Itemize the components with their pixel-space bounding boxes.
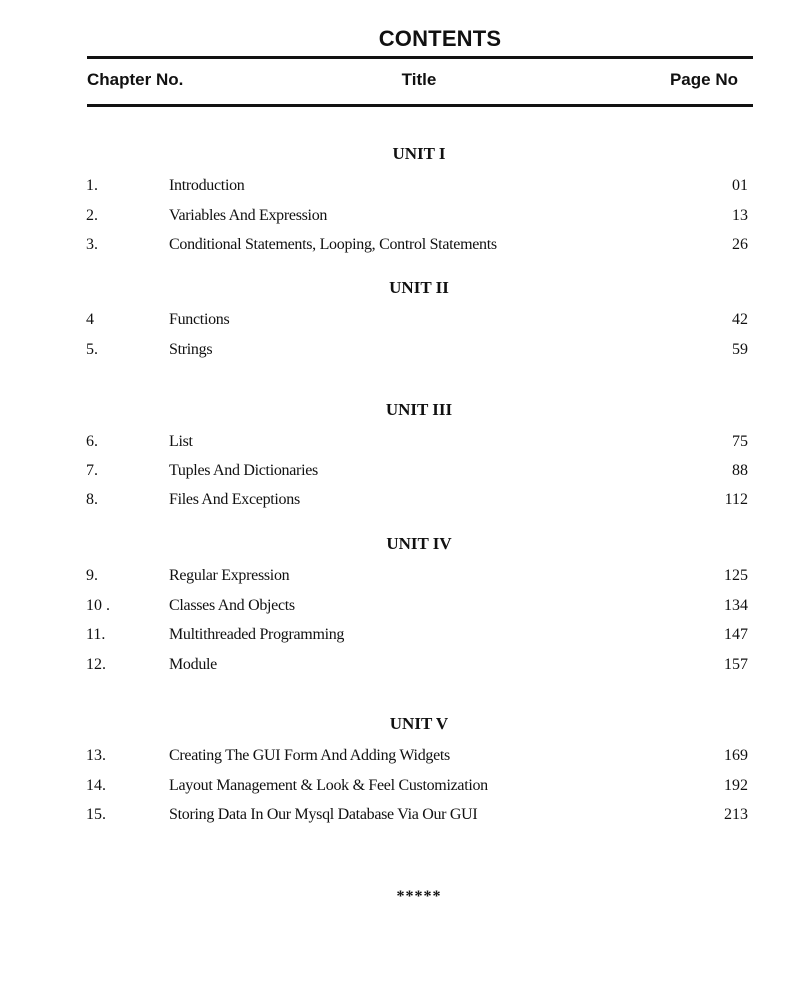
- chapter-number: 10 .: [86, 597, 110, 614]
- chapter-title: Variables And Expression: [169, 207, 328, 224]
- chapter-number: 8.: [86, 491, 98, 508]
- chapter-title: Files And Exceptions: [169, 491, 300, 508]
- toc-row: [0, 747, 800, 771]
- chapter-title: Layout Management & Look & Feel Customization: [169, 777, 488, 794]
- toc-row: [0, 491, 800, 515]
- chapter-number: 7.: [86, 462, 98, 479]
- chapter-number: 13.: [86, 747, 106, 764]
- toc-row: [0, 433, 800, 457]
- column-header-page: Page No: [669, 70, 738, 89]
- chapter-page: 213: [724, 806, 748, 823]
- end-marker: *****: [396, 888, 442, 905]
- unit-heading: UNIT III: [385, 400, 453, 419]
- column-header-title: Title: [401, 70, 437, 89]
- unit-heading: UNIT II: [389, 278, 449, 297]
- column-header-chapter: Chapter No.: [87, 70, 184, 89]
- chapter-page: 147: [724, 626, 748, 643]
- chapter-page: 192: [724, 777, 748, 794]
- chapter-number: 11.: [86, 626, 106, 643]
- chapter-title: Storing Data In Our Mysql Database Via Our GUI: [169, 806, 478, 823]
- chapter-title: Regular Expression: [169, 567, 290, 584]
- toc-row: [0, 207, 800, 231]
- chapter-title: Multithreaded Programming: [169, 626, 345, 643]
- chapter-number: 9.: [86, 567, 98, 584]
- unit-heading: UNIT V: [389, 714, 449, 733]
- chapter-number: 1.: [86, 177, 98, 194]
- header-bottom-rule: [87, 104, 753, 107]
- chapter-title: Strings: [169, 341, 213, 358]
- page-title: CONTENTS: [378, 26, 502, 51]
- chapter-page: 169: [724, 747, 748, 764]
- chapter-title: Tuples And Dictionaries: [169, 462, 318, 479]
- toc-row: [0, 567, 800, 591]
- chapter-page: 59: [732, 341, 748, 358]
- chapter-page: 88: [732, 462, 748, 479]
- chapter-page: 134: [724, 597, 748, 614]
- chapter-number: 3.: [86, 236, 98, 253]
- chapter-title: Module: [169, 656, 217, 673]
- chapter-page: 157: [724, 656, 748, 673]
- toc-row: [0, 177, 800, 201]
- chapter-number: 12.: [86, 656, 106, 673]
- chapter-title: Creating The GUI Form And Adding Widgets: [169, 747, 450, 764]
- chapter-title: Classes And Objects: [169, 597, 295, 614]
- chapter-number: 4: [86, 311, 94, 328]
- chapter-title: List: [169, 433, 193, 450]
- toc-row: [0, 236, 800, 260]
- chapter-page: 42: [732, 311, 748, 328]
- toc-row: [0, 311, 800, 335]
- toc-row: [0, 462, 800, 486]
- chapter-number: 5.: [86, 341, 98, 358]
- chapter-number: 15.: [86, 806, 106, 823]
- chapter-page: 26: [732, 236, 748, 253]
- chapter-number: 2.: [86, 207, 98, 224]
- unit-heading: UNIT IV: [386, 534, 452, 553]
- chapter-page: 01: [732, 177, 748, 194]
- chapter-page: 13: [732, 207, 748, 224]
- chapter-page: 125: [724, 567, 748, 584]
- toc-row: [0, 341, 800, 365]
- chapter-page: 75: [732, 433, 748, 450]
- chapter-title: Functions: [169, 311, 230, 328]
- chapter-number: 14.: [86, 777, 106, 794]
- header-top-rule: [87, 56, 753, 59]
- chapter-page: 112: [724, 491, 748, 508]
- toc-row: [0, 656, 800, 680]
- chapter-title: Introduction: [169, 177, 245, 194]
- toc-row: [0, 777, 800, 801]
- toc-row: [0, 597, 800, 621]
- toc-row: [0, 626, 800, 650]
- chapter-number: 6.: [86, 433, 98, 450]
- chapter-title: Conditional Statements, Looping, Control Statements: [169, 236, 497, 253]
- unit-heading: UNIT I: [392, 144, 446, 163]
- toc-row: [0, 806, 800, 830]
